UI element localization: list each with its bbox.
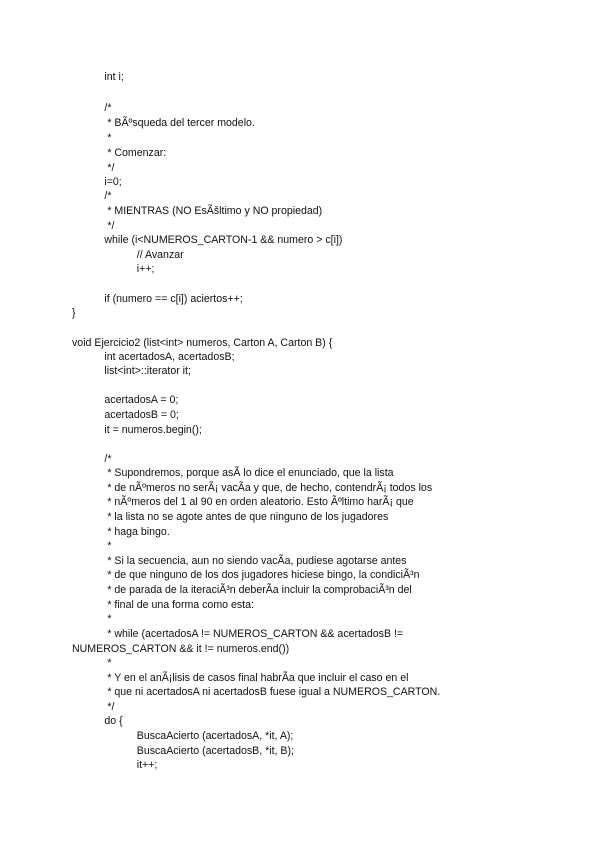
code-line: * de parada de la iteraciÃ³n deberÃa incluir la comprobaciÃ³n del xyxy=(72,584,412,596)
code-line: if (numero == c[i]) aciertos++; xyxy=(72,293,243,305)
code-line: * xyxy=(72,613,112,625)
code-line: * de nÃºmeros no serÃ¡ vacÃa y que, de hecho, contendrÃ¡ todos los xyxy=(72,482,433,494)
code-line: * BÃºsqueda del tercer modelo. xyxy=(72,117,255,129)
code-line: list<int>::iterator it; xyxy=(72,365,191,377)
code-line: /* xyxy=(72,190,112,202)
code-line: * Supondremos, porque asÃ lo dice el enunciado, que la lista xyxy=(72,467,394,479)
code-line: while (i<NUMEROS_CARTON-1 && numero > c[i]) xyxy=(72,234,343,246)
code-line: * xyxy=(72,540,112,552)
code-line: */ xyxy=(72,220,115,232)
code-line: * MIENTRAS (NO EsÃšltimo y NO propiedad) xyxy=(72,205,323,217)
code-line: int i; xyxy=(72,71,124,83)
code-line: it++; xyxy=(72,759,158,771)
code-line: * nÃºmeros del 1 al 90 en orden aleatorio. Esto Ãºltimo harÃ¡ que xyxy=(72,496,414,508)
code-line: * Si la secuencia, aun no siendo vacÃa, pudiese agotarse antes xyxy=(72,555,407,567)
code-line: int acertadosA, acertadosB; xyxy=(72,351,235,363)
code-line: * haga bingo. xyxy=(72,526,170,538)
code-line: * Y en el anÃ¡lisis de casos final habrÃa que incluir el caso en el xyxy=(72,672,409,684)
code-line: * final de una forma como esta: xyxy=(72,599,254,611)
code-line: BuscaAcierto (acertadosA, *it, A); xyxy=(72,730,294,742)
code-line: * Comenzar: xyxy=(72,147,167,159)
code-line: * while (acertadosA != NUMEROS_CARTON && acertadosB != xyxy=(72,628,404,640)
code-line: void Ejercicio2 (list<int> numeros, Carton A, Carton B) { xyxy=(72,337,333,349)
code-line: * la lista no se agote antes de que ninguno de los jugadores xyxy=(72,511,389,523)
code-line: do { xyxy=(72,715,123,727)
code-line: BuscaAcierto (acertadosB, *it, B); xyxy=(72,745,294,757)
code-line: */ xyxy=(72,162,115,174)
code-line: it = numeros.begin(); xyxy=(72,424,202,436)
code-line: * que ni acertadosA ni acertadosB fuese igual a NUMEROS_CARTON. xyxy=(72,686,441,698)
code-line: /* xyxy=(72,453,112,465)
code-line: acertadosA = 0; xyxy=(72,394,179,406)
code-line: i++; xyxy=(72,263,155,275)
code-line: * xyxy=(72,132,112,144)
code-line: */ xyxy=(72,701,115,713)
code-line: } xyxy=(72,307,76,319)
code-line: // Avanzar xyxy=(72,249,184,261)
code-line: /* xyxy=(72,102,112,114)
code-line: acertadosB = 0; xyxy=(72,409,179,421)
code-line: * xyxy=(72,657,112,669)
code-line: NUMEROS_CARTON && it != numeros.end()) xyxy=(72,643,290,655)
code-line: i=0; xyxy=(72,176,122,188)
code-line: * de que ninguno de los dos jugadores hiciese bingo, la condiciÃ³n xyxy=(72,569,420,581)
